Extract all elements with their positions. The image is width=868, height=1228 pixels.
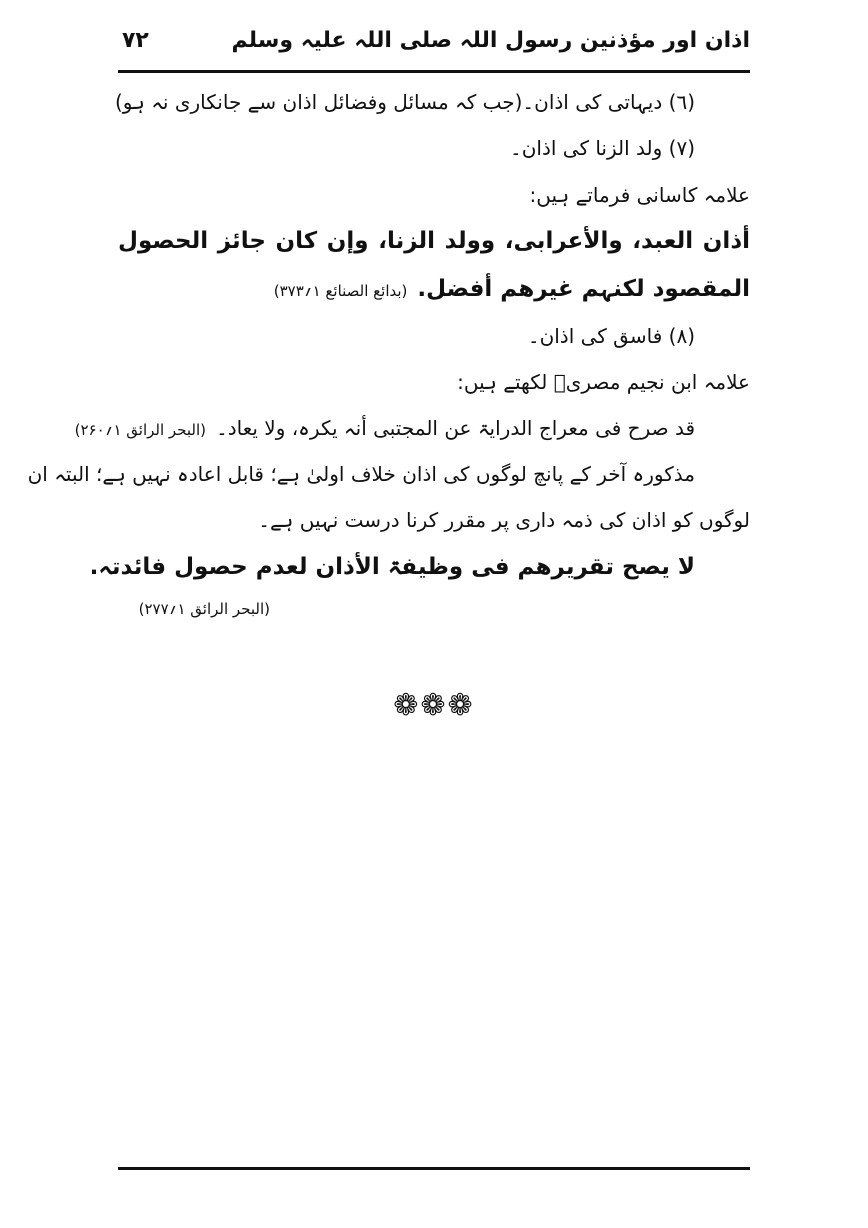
text-line: (٦) دیہاتی کی اذان۔(جب کہ مسائل وفضائل اذان سے جانکاری نہ ہو) (114, 90, 695, 114)
header-rule (118, 70, 750, 73)
running-title: اذان اور مؤذنین رسول اللہ صلی اللہ علیہ وسلم (231, 28, 750, 53)
arabic-quote-text: المقصود لکنہم غیرھم أفضل. (417, 276, 750, 302)
text-line: علامہ کاسانی فرماتے ہیں: (529, 183, 750, 207)
page-number: ۷۲ (122, 28, 149, 53)
text-line: (٨) فاسق کی اذان۔ (527, 324, 695, 348)
arabic-quote-line (274, 276, 750, 302)
footer-rule (118, 1167, 750, 1170)
citation: (البحر الرائق ۱؍۲۷۷) (138, 600, 270, 618)
arabic-quote-line: لا یصح تقریرھم فی وظیفۃ الأذان لعدم حصول فائدتہ. (89, 554, 695, 580)
arabic-quote-line (75, 416, 695, 440)
arabic-quote-text: قد صرح فی معراج الدرایۃ عن المجتبی أنہ یکرہ، ولا یعاد۔ (216, 416, 695, 440)
citation: (البحر الرائق ۱؍۲۶۰) (74, 421, 207, 439)
text-line: علامہ ابن نجیم مصریؒ لکھتے ہیں: (457, 370, 750, 394)
text-line: لوگوں کو اذان کی ذمہ داری پر مقرر کرنا درست نہیں ہے۔ (258, 508, 750, 532)
citation: (بدائع الصنائع ۱؍۳۷۳) (273, 282, 408, 300)
flower-ornament-icon: ❁❁❁ (393, 688, 475, 723)
page-header (118, 22, 750, 68)
text-line: (٧) ولد الزنا کی اذان۔ (509, 136, 695, 160)
arabic-quote-line: أذان العبد، والأعرابی، وولد الزنا، وإن کان جائز الحصول (118, 228, 750, 254)
text-line: مذکورہ آخر کے پانچ لوگوں کی اذان خلاف اولیٰ ہے؛ قابل اعادہ نہیں ہے؛ البتہ ان (27, 462, 695, 486)
